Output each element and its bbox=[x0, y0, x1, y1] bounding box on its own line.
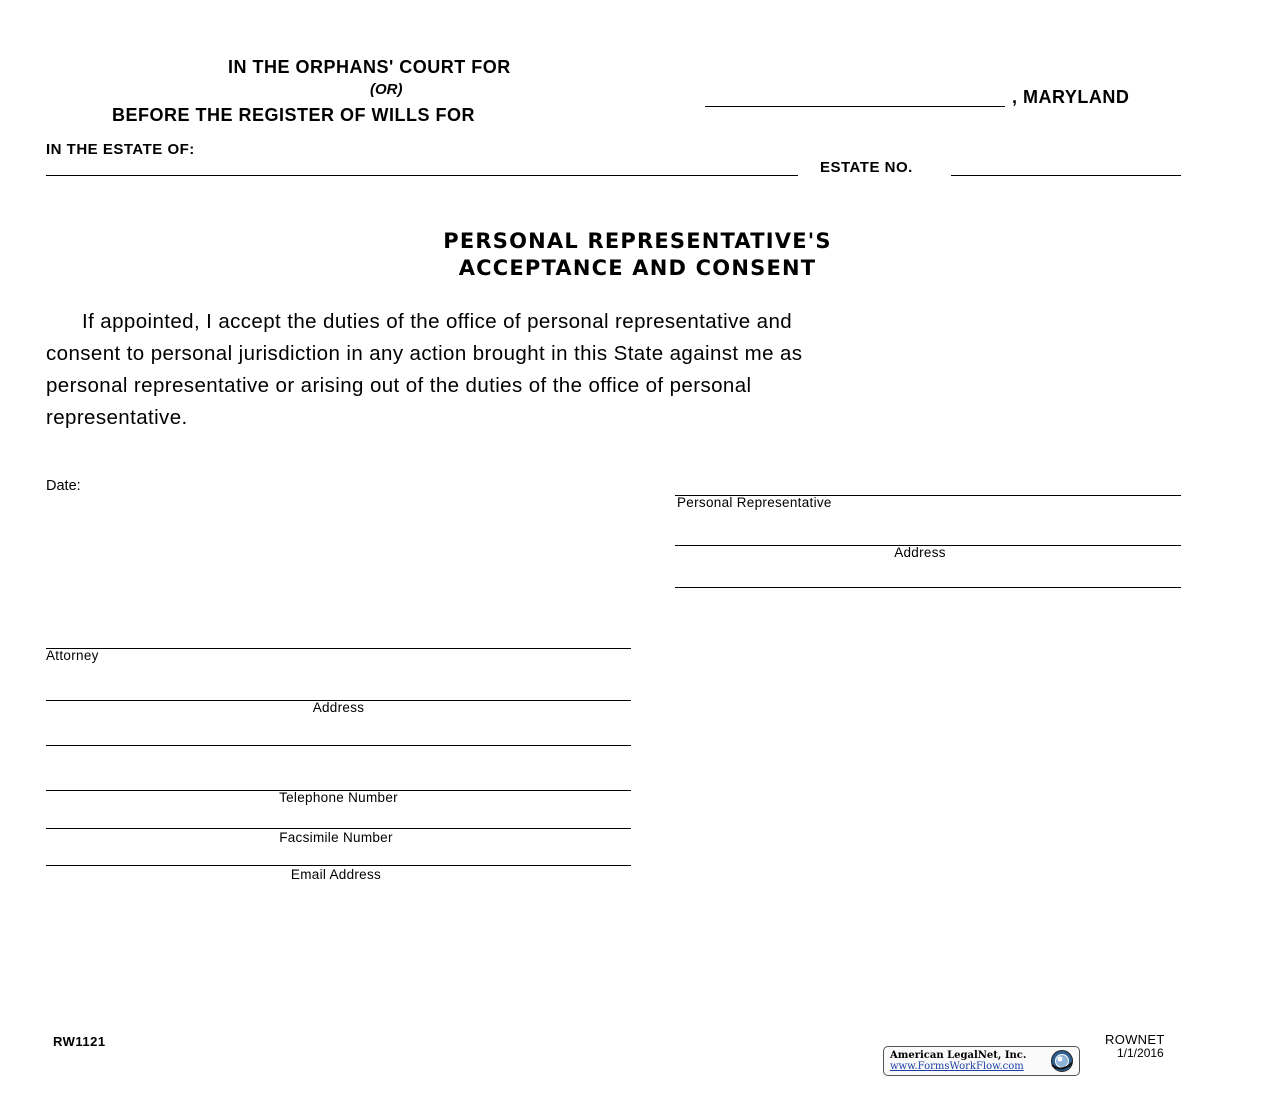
form-code: RW1121 bbox=[53, 1034, 106, 1049]
document-title-line1: PERSONAL REPRESENTATIVE'S bbox=[443, 229, 832, 253]
state-label: , MARYLAND bbox=[1012, 87, 1130, 107]
logo-url-link[interactable]: www.FormsWorkFlow.com bbox=[890, 1061, 1024, 1072]
facsimile-line[interactable] bbox=[46, 828, 631, 829]
date-label: Date: bbox=[46, 478, 81, 494]
email-line[interactable] bbox=[46, 865, 631, 866]
attorney-address-label: Address bbox=[312, 700, 365, 715]
paragraph-line-1: If appointed, I accept the duties of the office of personal representative and bbox=[82, 310, 793, 333]
form-date: 1/1/2016 bbox=[1117, 1046, 1164, 1060]
estate-no-line[interactable] bbox=[951, 175, 1181, 176]
or-line: (OR) bbox=[370, 81, 403, 98]
globe-icon bbox=[1049, 1049, 1075, 1078]
document-title-line2: ACCEPTANCE AND CONSENT bbox=[458, 256, 817, 280]
american-legalnet-logo[interactable] bbox=[883, 1046, 1080, 1076]
estate-of-label: IN THE ESTATE OF: bbox=[46, 141, 195, 158]
facsimile-label: Facsimile Number bbox=[279, 830, 393, 845]
email-label: Email Address bbox=[290, 867, 382, 882]
register-line: BEFORE THE REGISTER OF WILLS FOR bbox=[112, 105, 476, 125]
telephone-label: Telephone Number bbox=[279, 790, 398, 805]
attorney-signature-line[interactable] bbox=[46, 648, 631, 649]
county-blank-line[interactable] bbox=[705, 106, 1005, 107]
pr-address-label: Address bbox=[894, 545, 946, 560]
court-line: IN THE ORPHANS' COURT FOR bbox=[228, 57, 511, 77]
pr-address-line-2[interactable] bbox=[675, 587, 1181, 588]
estate-name-line[interactable] bbox=[46, 175, 798, 176]
form-source: ROWNET bbox=[1105, 1032, 1165, 1047]
paragraph-line-3: personal representative or arising out of the duties of the office of personal bbox=[46, 374, 752, 397]
paragraph-line-4: representative. bbox=[46, 406, 188, 429]
attorney-label: Attorney bbox=[46, 648, 99, 663]
consent-paragraph bbox=[46, 306, 1146, 434]
attorney-address-line-2[interactable] bbox=[46, 745, 631, 746]
logo-company-name: American LegalNet, Inc. bbox=[890, 1050, 1027, 1061]
personal-rep-label: Personal Representative bbox=[677, 495, 832, 510]
paragraph-line-2: consent to personal jurisdiction in any action brought in this State against me as bbox=[46, 342, 803, 365]
estate-no-label: ESTATE NO. bbox=[820, 159, 913, 176]
